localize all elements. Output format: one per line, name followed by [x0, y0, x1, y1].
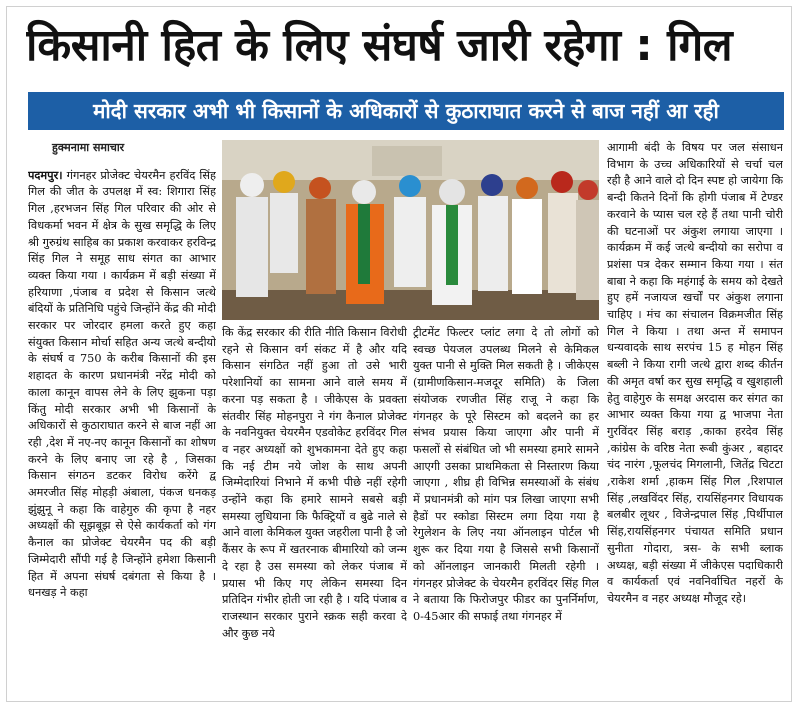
article-column-4 — [607, 140, 783, 685]
event-photo — [222, 140, 599, 320]
column-4-text: आगामी बंदी के विषय पर जल संसाधन विभाग के उच्च अधिकारियों से चर्चा चल रही है आने वाले दो दिन स्पष्ट हो जायेगा कि बन्दी कितने दिनों कि होगी पंजाब में टेण्डर करवाने के प्यास चल रहे हैं तथा पानी चोरी की घटनाओं पर अंकुश लगाया जाएगा । कार्यक्रम में कई जत्थे बन्दीयो का सरोपा व प्रशंसा पत्र देकर सम्मान किया गया । संत बाबा ने कहा कि महंगाई के समय को देखते हुए हमें नजायज खर्चों पर अंकुश लगाना चाहिए । मंच का संचालन विक्रमजीत सिंह गिल ने किया । तथा अन्त में समापन धन्यवादके साथ सरपंच 15 ह मोहन सिंह बब्ली ने किया रागी जत्थे द्वारा शब्द कीर्तन की अमृत वर्षा कर सुख समृद्धि व खुशहाली हेतु वाहेगुरु के समक्ष अरदास कर संगत का आभार व्यक्त किया गया द्व भाजपा नेता गुरविंदर सिंह बराड़ ,काका हरदेव सिंह ,कांग्रेस के वरिष्ठ नेता रूबी कुंअर , बहादर चंद नारंग ,फूलचंद मिगलानी, जितेंद्र चिटटा ,राकेश शर्मा ,हाकम सिंह गिल ,रिशपाल सिंह ,लखविंदर सिंह, रायसिंहनगर विधायक बलबीर लूथर , विजेन्द्रपाल सिंह ,पिर्थीपाल सिंह,रायसिंहनगर पंचायत समिति प्रधान सुनीता गोदारा, त्रस- के सभी ब्लाक अध्यक्ष, बड़ी संख्या में जीकेएस पदाधिकारी व कार्यकर्ता एवं नवनिर्वाचित नहरों के चेयरमैन व नहर अध्यक्ष मौजूद रहे। — [607, 141, 783, 605]
column-3-text: ट्रीटमेंट फिल्टर प्लांट लगा दे तो लोगों को स्वच्छ पेयजल उपलब्ध मिलने से केमिकल युक्त पानी से मुक्ति मिल सकती है । जीकेएस (ग्रामीणकिसान-मजदूर समिति) के जिला संयोजक रणजीत सिंह राजू ने कहा कि गंगनहर के पूरे सिस्टम को बदलने का हर संभव प्रयास किया जाएगा और पानी में फसलों से संबंधित जो भी समस्या हमारे सामने आएगी उसका प्राथमिकता से निस्तारण किया जाएगा , शीघ्र ही विभिन्न समस्याओं के संबंध में प्रधानमंत्री को मांग पत्र लिखा जाएगा सभी हैडों पर स्कोडा सिस्टम लगा दिया गया है रेगुलेशन के लिए नया ऑनलाइन पोर्टल भी शुरू कर दिया गया है जिससे सभी किसानों को ऑनलाइन जानकारी मिलती रहेगी । गंगनहर प्रोजेक्ट के चेयरमैन हरविंदर सिंह गिल ने बताया कि फिरोजपुर फीडर का पुनर्निर्माण, 0-45आर की सफाई तथा गंगनहर में — [413, 326, 599, 623]
column-1-text: गंगनहर प्रोजेक्ट चेयरमैन हरविंद सिंह गिल की जीत के उपलक्ष में स्व: शिगारा सिंह गिल ,हरभजन सिंह गिल परिवार की ओर से विधकर्मा भवन में क्षेत्र के सुख समृद्धि के लिए श्री गुरुग्रंथ साहिब का प्रकाश करवाकर हरविन्द्र सिंह गिल ने समूह साध संगत का आभार व्यक्त किया गया । कार्यक्रम में बड़ी संख्या में हरियाणा ,पंजाब व प्रदेश से किसान जत्थे बंदियों के प्रतिनिधि पहुंचे जिन्होंने केंद्र की मोदी सरकार पर जोरदार हमला करते हुए कहा संयुक्त किसान मोर्चा सहित अन्य जत्थे बन्दीयो के संघर्ष व 750 के करीब किसानों की इस शहादत के कारण प्रधानमंत्री नरेंद्र मोदी को काला कानून वापस लेने के लिए झुकना पड़ा किंतु मोदी सरकार अभी भी किसानों के अधिकारों से कुठाराघात करने से बाज नहीं आ रही ,देश में नए-नए कानून किसानों का शोषण करने के लिए बनाए जा रहे है , जिसका किसान संगठन डटकर विरोध करेंगे द्व अमरजीत सिंह मोहड़ी अंबाला, पंकज धनकड़ झुंझुनू ने कहा कि वाहेगुरु की कृपा है नहर अध्यक्षों की सूझबूझ से ऐसे कार्यकर्ता को गंग कैनाल का प्रोजेक्ट चेयरमैन पद की बड़ी जिम्मेदारी सौंपी गई है जिन्होंने हमेशा किसानी हित में अपना संघर्ष दबंगता से किया है । धनखड़ ने कहा — [28, 168, 216, 600]
dateline: पदमपुर। — [28, 167, 63, 182]
article-paragraph-1 — [28, 167, 216, 602]
subheadline-banner: मोदी सरकार अभी भी किसानों के अधिकारों से कुठाराघात करने से बाज नहीं आ रही — [28, 92, 784, 130]
article-column-1 — [28, 140, 216, 685]
article-column-2 — [222, 325, 407, 685]
headline: किसानी हित के लिए संघर्ष जारी रहेगा : गिल — [26, 20, 733, 71]
byline: हुक्मनामा समाचार — [52, 141, 125, 154]
article-column-3 — [413, 325, 599, 685]
column-2-text: कि केंद्र सरकार की रीति नीति किसान विरोधी रहने से किसान वर्ग संकट में है और यदि किसान संगठित नहीं हुआ तो उसे भारी परेशानियों का सामना आने वाले समय में करना पड़ सकता है । जीकेएस के प्रवक्ता संतवीर सिंह मोहनपुरा ने गंग कैनाल प्रोजेक्ट के नवनियुक्त चेयरमैन एडवोकेट हरविंदर गिल व नहर अध्यक्षों को शुभकामना देते हुए कहा कि नई टीम नये जोश के साथ अपनी जिम्मेदारियां निभाने में कभी पीछे नहीं रहेगी उन्होंने कहा कि हमारे सामने सबसे बड़ी समस्या लुधियाना कि फैक्ट्रियों व बुढे नाले से आने वाला केमिकल युक्त जहरीला पानी है जो कैंसर के रूप में खतरनाक बीमारियो को जन्म दे रहा है उस समस्या को लेकर पंजाब में प्रयास भी किए गए लेकिन समस्या दिन प्रतिदिन गंभीर होती जा रही है । यदि पंजाब व राजस्थान सरकार पुराने स्क्रक सही करवा दे और कुछ नये — [222, 326, 407, 640]
